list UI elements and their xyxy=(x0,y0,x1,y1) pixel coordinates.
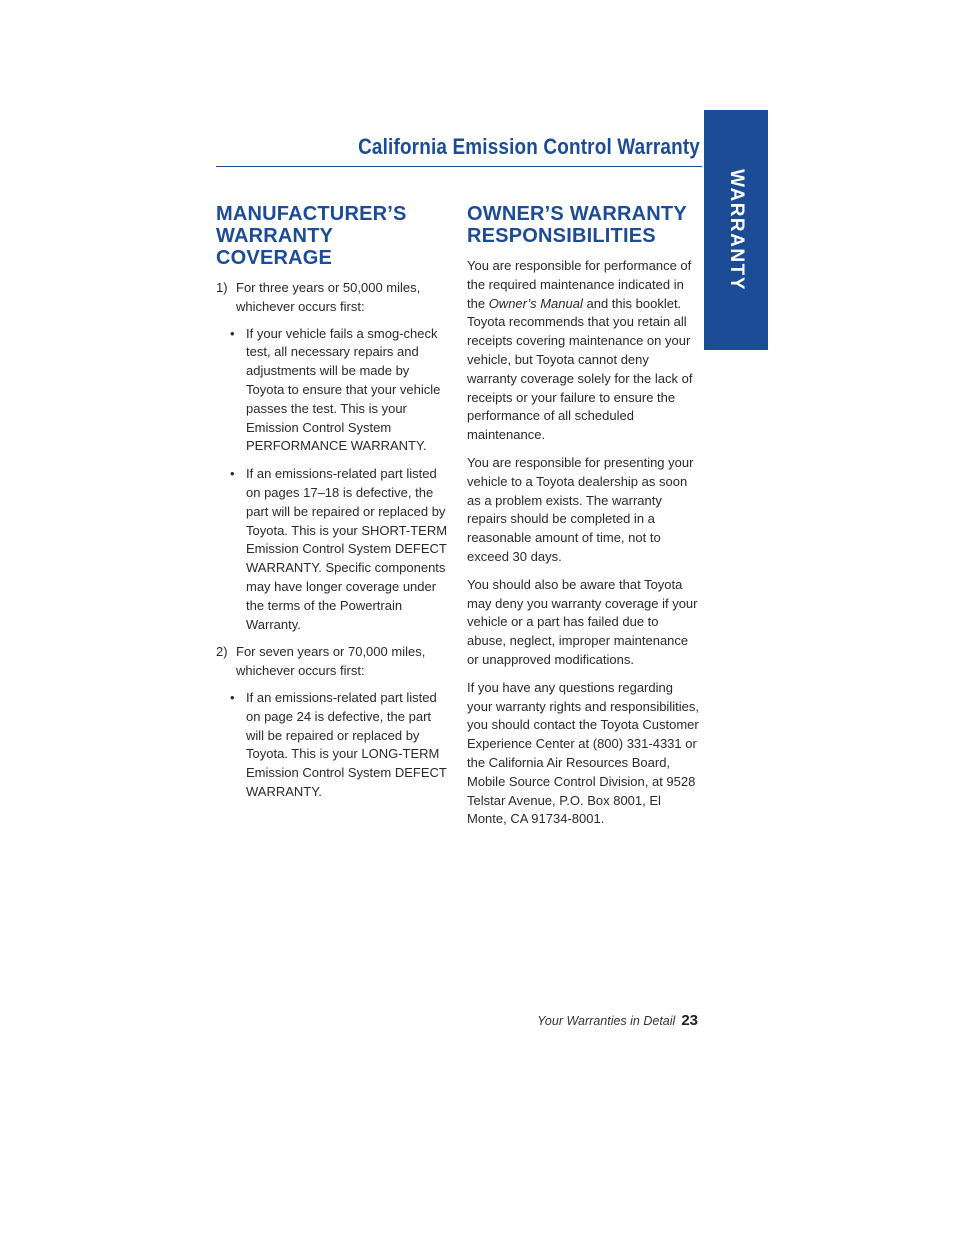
bullet-item xyxy=(216,465,448,634)
bullet-text: If an emissions-related part listed on page 24 is defective, the part will be repaired or replaced by Toyota. This is your LONG-TERM Emission Control System DEFECT WARRANTY. xyxy=(246,689,447,799)
paragraph-text: You are responsible for performance of the required maintenance indicated in the xyxy=(467,258,692,311)
heading-line: OWNER’S WARRANTY xyxy=(467,203,687,225)
page-header-title: California Emission Control Warranty xyxy=(358,134,700,159)
paragraph: You should also be aware that Toyota may deny you warranty coverage if your vehicle or a part has failed due to abuse, neglect, improper maintenance or unapproved modifications. xyxy=(467,576,698,667)
item-text: For three years or 50,000 miles, whichever occurs first: xyxy=(236,280,421,314)
heading-line: RESPONSIBILITIES xyxy=(467,225,656,247)
section-side-tab xyxy=(704,110,768,350)
coverage-list xyxy=(216,279,448,802)
bullet-icon: • xyxy=(230,689,235,705)
bullet-item xyxy=(216,325,448,457)
paragraph xyxy=(467,257,701,445)
heading-line: WARRANTY COVERAGE xyxy=(216,225,333,269)
paragraph: You are responsible for presenting your vehicle to a Toyota dealership as soon as a problem exists. The warranty repairs should be completed in a reasonable amount of time, not to exceed 30 days. xyxy=(467,454,694,564)
side-tab-label: WARRANTY xyxy=(726,169,747,291)
bullet-item xyxy=(216,689,448,802)
heading-line: MANUFACTURER’S xyxy=(216,203,407,225)
page-number: 23 xyxy=(681,1012,698,1029)
responsibilities-text xyxy=(467,257,701,829)
item-text: For seven years or 70,000 miles, whichever occurs first: xyxy=(236,644,426,679)
item-number: 2) xyxy=(216,644,228,660)
left-column xyxy=(216,203,448,811)
right-column xyxy=(467,203,701,838)
bullet-icon: • xyxy=(230,466,235,482)
footer-label: Your Warranties in Detail xyxy=(537,1014,676,1028)
header-rule xyxy=(216,166,702,167)
bullet-text: If an emissions-related part listed on pages 17–18 is defective, the part will be repaired or replaced by Toyota. This is your SHORT-TERM Emission Control System DEFECT WARRANTY. Specific components may have longer coverage under the terms of the Powertrain Warranty. xyxy=(246,466,448,632)
item-number: 1) xyxy=(216,280,228,295)
coverage-item xyxy=(216,279,448,317)
page-footer xyxy=(537,1012,698,1029)
coverage-item xyxy=(216,643,448,681)
bullet-icon: • xyxy=(230,325,235,341)
paragraph: If you have any questions regarding your warranty rights and responsibilities, you should contact the Toyota Customer Experience Center at (800) 331-4331 or the California Air Resources Board, Mobile Source Control Division, at 9528 Telstar Avenue, P.O. Box 8001, El Monte, CA 91734-8001. xyxy=(467,679,699,827)
owner-responsibilities-heading xyxy=(467,203,701,247)
manual-title: Owner’s Manual xyxy=(488,295,583,311)
paragraph-text: and this booklet. Toyota recommends that you retain all receipts covering maintenance on your vehicle, but Toyota cannot deny warranty coverage solely for the lack of receipts or your failure to ensure the performance of all scheduled maintenance. xyxy=(467,295,693,443)
bullet-text: If your vehicle fails a smog-check test, all necessary repairs and adjustments will be made by Toyota to ensure that your vehicle passes the test. This is your Emission Control System PERFORMANCE WARRANTY. xyxy=(246,325,441,454)
manufacturer-warranty-heading xyxy=(216,203,448,269)
